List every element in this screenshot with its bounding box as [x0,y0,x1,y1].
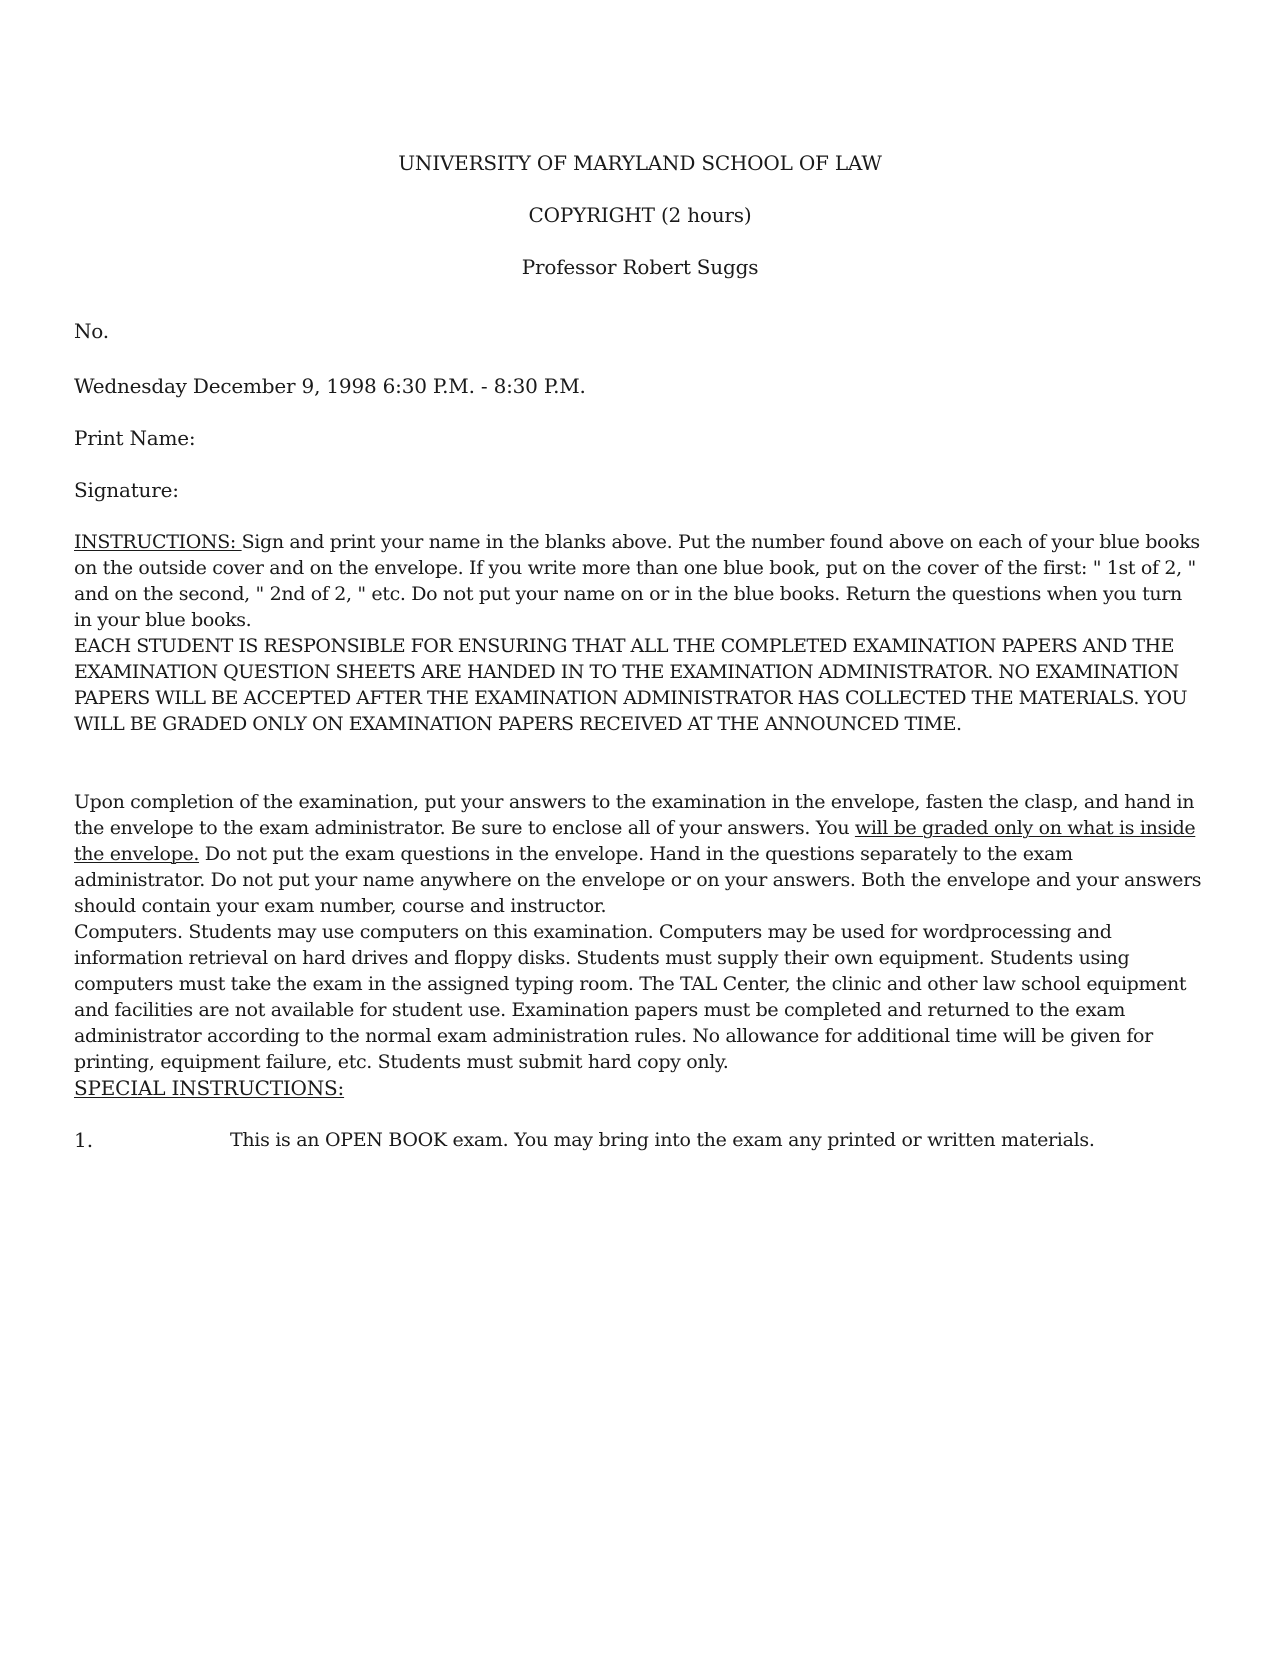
completion-text-after: Do not put the exam questions in the envelope. Hand in the questions separately to the exam administrator. Do not put your name anywhere on the envelope or on your answers. Both the envelope and your answers should contain your exam number, course and instructor. [74,843,1202,917]
instructions-heading: INSTRUCTIONS: [74,531,242,553]
list-item-text: This is an OPEN BOOK exam. You may bring into the exam any printed or written materials. [230,1129,1095,1151]
course-title: COPYRIGHT (2 hours) [528,203,752,227]
computers-paragraph: Computers. Students may use computers on this examination. Computers may be used for wordprocessing and information retrieval on hard drives and floppy disks. Students must supply their own equipment. Students using computers must take the exam in the assigned typing room. The TAL Center, the clinic and other law school equipment and facilities are not available for student use. Examination papers must be completed and returned to the exam administrator according to the normal exam administration rules. No allowance for additional time will be given for printing, equipment failure, etc. Students must submit hard copy only. [74,921,1187,1073]
completion-text-before: Upon completion of the examination, put your answers to the examination in the envelope, fasten the clasp, and hand in the envelope to the exam administrator. Be sure to enclose all of your answers. You [74,791,1195,839]
list-item-number: 1. [74,1128,94,1152]
completion-underlined-text: will be graded only on what is inside the envelope. [74,817,1196,865]
exam-number-label: No. [74,319,109,343]
instructions-paragraph [74,529,1204,633]
exam-date-time: Wednesday December 9, 1998 6:30 P.M. - 8:30 P.M. [74,374,586,398]
signature-label: Signature: [74,478,179,502]
professor-name: Professor Robert Suggs [521,255,759,279]
print-name-label: Print Name: [74,426,196,450]
institution-title: UNIVERSITY OF MARYLAND SCHOOL OF LAW [398,151,882,175]
responsibility-paragraph: EACH STUDENT IS RESPONSIBLE FOR ENSURING THAT ALL THE COMPLETED EXAMINATION PAPERS AND THE EXAMINATION QUESTION SHEETS ARE HANDED IN TO THE EXAMINATION ADMINISTRATOR. NO EXAMINATION PAPERS WILL BE ACCEPTED AFTER THE EXAMINATION ADMINISTRATOR HAS COLLECTED THE MATERIALS. YOU WILL BE GRADED ONLY ON EXAMINATION PAPERS RECEIVED AT THE ANNOUNCED TIME. [74,635,1188,735]
completion-paragraph [74,789,1204,919]
special-instructions-heading: SPECIAL INSTRUCTIONS: [74,1076,345,1100]
instructions-text: Sign and print your name in the blanks above. Put the number found above on each of your blue books on the outside cover and on the envelope. If you write more than one blue book, put on the cover of the first: " 1st of 2, " and on the second, " 2nd of 2, " etc. Do not put your name on or in the blue books. Return the questions when you turn in your blue books. [74,531,1200,631]
